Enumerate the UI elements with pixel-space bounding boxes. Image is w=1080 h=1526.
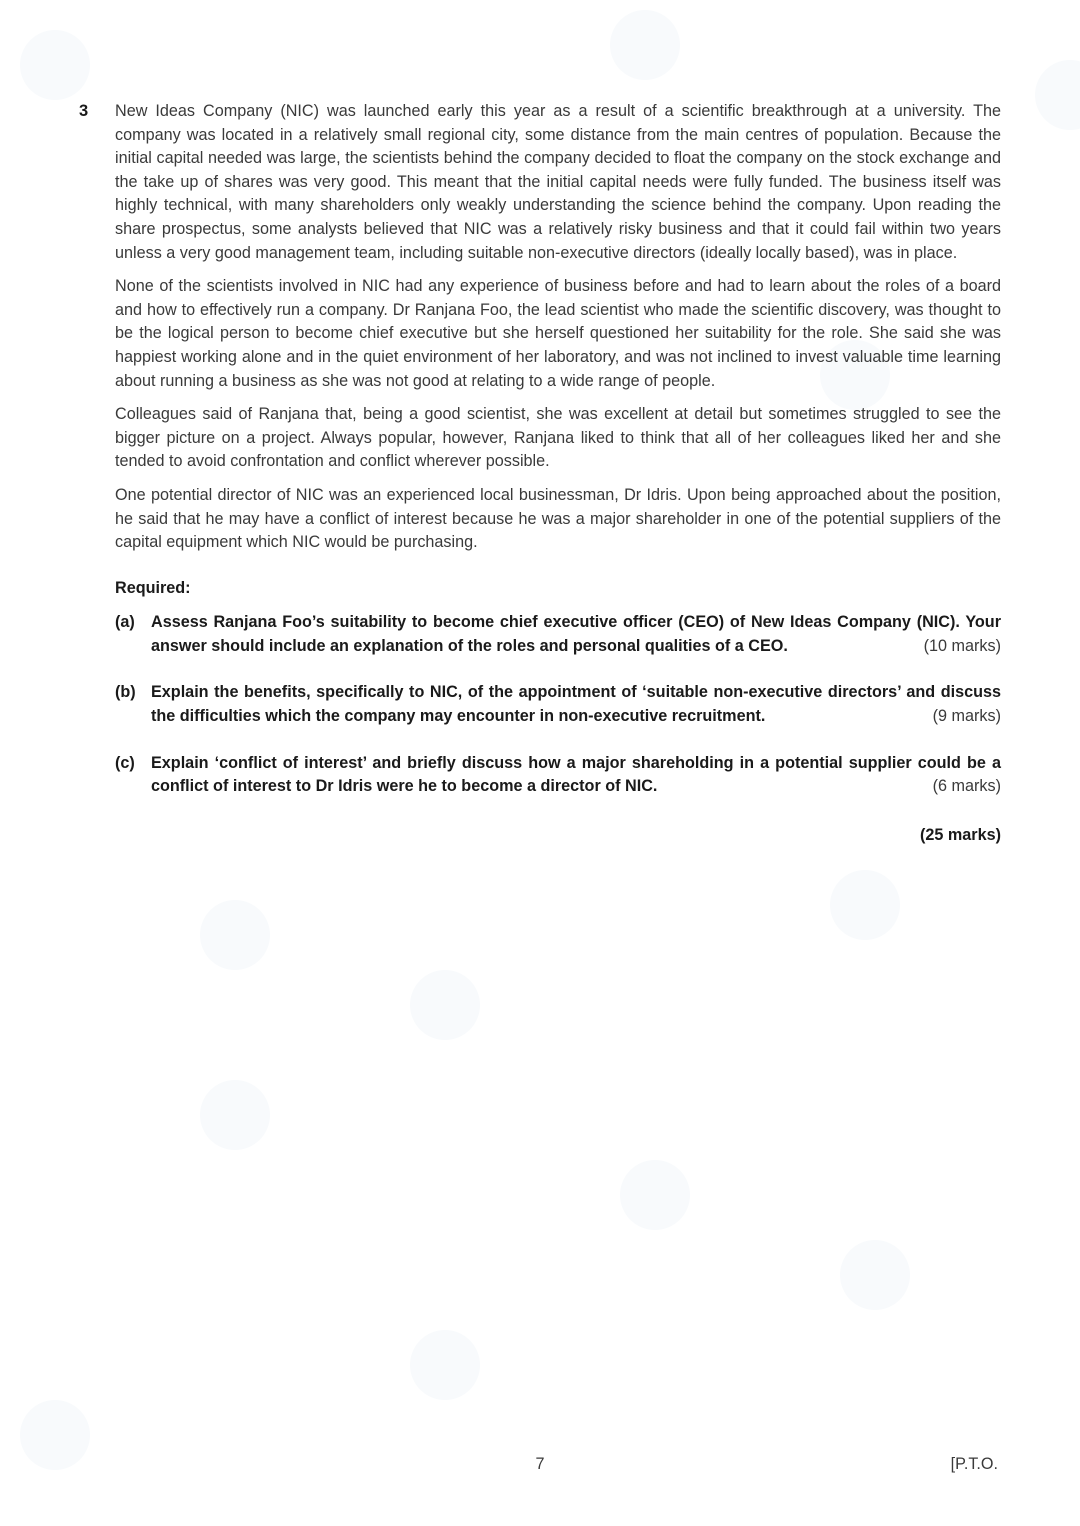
requirement-part-a <box>115 611 1001 658</box>
watermark-mark <box>410 970 480 1040</box>
part-text: Explain ‘conflict of interest’ and briefly discuss how a major shareholding in a potential supplier could be a conflict of interest to Dr Idris were he to become a director of NIC. <box>151 753 1001 796</box>
watermark-mark <box>610 10 680 80</box>
required-heading: Required: <box>115 578 191 597</box>
total-marks: (25 marks) <box>920 825 1001 844</box>
page-number: 7 <box>535 1455 545 1473</box>
requirement-part-b <box>115 681 1001 728</box>
part-marks: (6 marks) <box>932 777 1001 796</box>
part-label: (a) <box>115 613 135 632</box>
watermark-mark <box>410 1330 480 1400</box>
part-text: Explain the benefits, specifically to NIC, of the appointment of ‘suitable non-executive directors’ and discuss the difficulties which the company may encounter in non-executive recruitment. <box>151 683 1001 726</box>
part-marks: (10 marks) <box>923 636 1001 655</box>
watermark-mark <box>620 1160 690 1230</box>
watermark-mark <box>830 870 900 940</box>
part-marks: (9 marks) <box>932 707 1001 726</box>
scenario-paragraph: Colleagues said of Ranjana that, being a good scientist, she was excellent at detail but sometimes struggled to see the bigger picture on a project. Always popular, however, Ranjana liked to think that all of her colleagues liked her and she tended to avoid confrontation and conflict wherever possible. <box>115 405 1001 471</box>
watermark-mark <box>200 900 270 970</box>
watermark-mark <box>200 1080 270 1150</box>
watermark-mark <box>20 1400 90 1470</box>
part-label: (c) <box>115 753 135 772</box>
watermark-mark <box>20 30 90 100</box>
part-label: (b) <box>115 683 136 702</box>
part-text-container <box>151 752 1001 799</box>
scenario-paragraph: None of the scientists involved in NIC had any experience of business before and had to learn about the roles of a board and how to effectively run a company. Dr Ranjana Foo, the lead scientist who made the scientific discovery, was thought to be the logical person to become chief executive but she herself questioned her suitability for the role. She said she was happiest working alone and in the quiet environment of her laboratory, and was not inclined to invest valuable time learning about running a business as she was not good at relating to a wide range of people. <box>115 277 1001 390</box>
part-text-container <box>151 611 1001 658</box>
requirement-part-c <box>115 752 1001 799</box>
watermark-mark <box>840 1240 910 1310</box>
question-number: 3 <box>79 102 89 120</box>
scenario-paragraph: New Ideas Company (NIC) was launched early this year as a result of a scientific breakthrough at a university. The company was located in a relatively small regional city, some distance from the main centres of population. Because the initial capital needed was large, the scientists behind the company decided to float the company on the stock exchange and the take up of shares was very good. This meant that the initial capital needs were fully funded. The business itself was highly technical, with many shareholders only weakly understanding the science behind the company. Upon reading the share prospectus, some analysts believed that NIC was a relatively risky business and that it could fail within two years unless a very good management team, including suitable non-executive directors (ideally locally based), was in place. <box>115 102 1001 262</box>
please-turn-over: [P.T.O. <box>950 1455 998 1473</box>
part-text-container <box>151 681 1001 728</box>
watermark-mark <box>1035 60 1080 130</box>
question-body <box>115 100 1001 847</box>
scenario-paragraph: One potential director of NIC was an experienced local businessman, Dr Idris. Upon being approached about the position, he said that he may have a conflict of interest because he was a major shareholder in one of the potential suppliers of the capital equipment which NIC would be purchasing. <box>115 485 1001 552</box>
part-text: Assess Ranjana Foo’s suitability to become chief executive officer (CEO) of New Ideas Company (NIC). Your answer should include an explanation of the roles and personal qualities of a CEO. <box>151 613 1001 655</box>
